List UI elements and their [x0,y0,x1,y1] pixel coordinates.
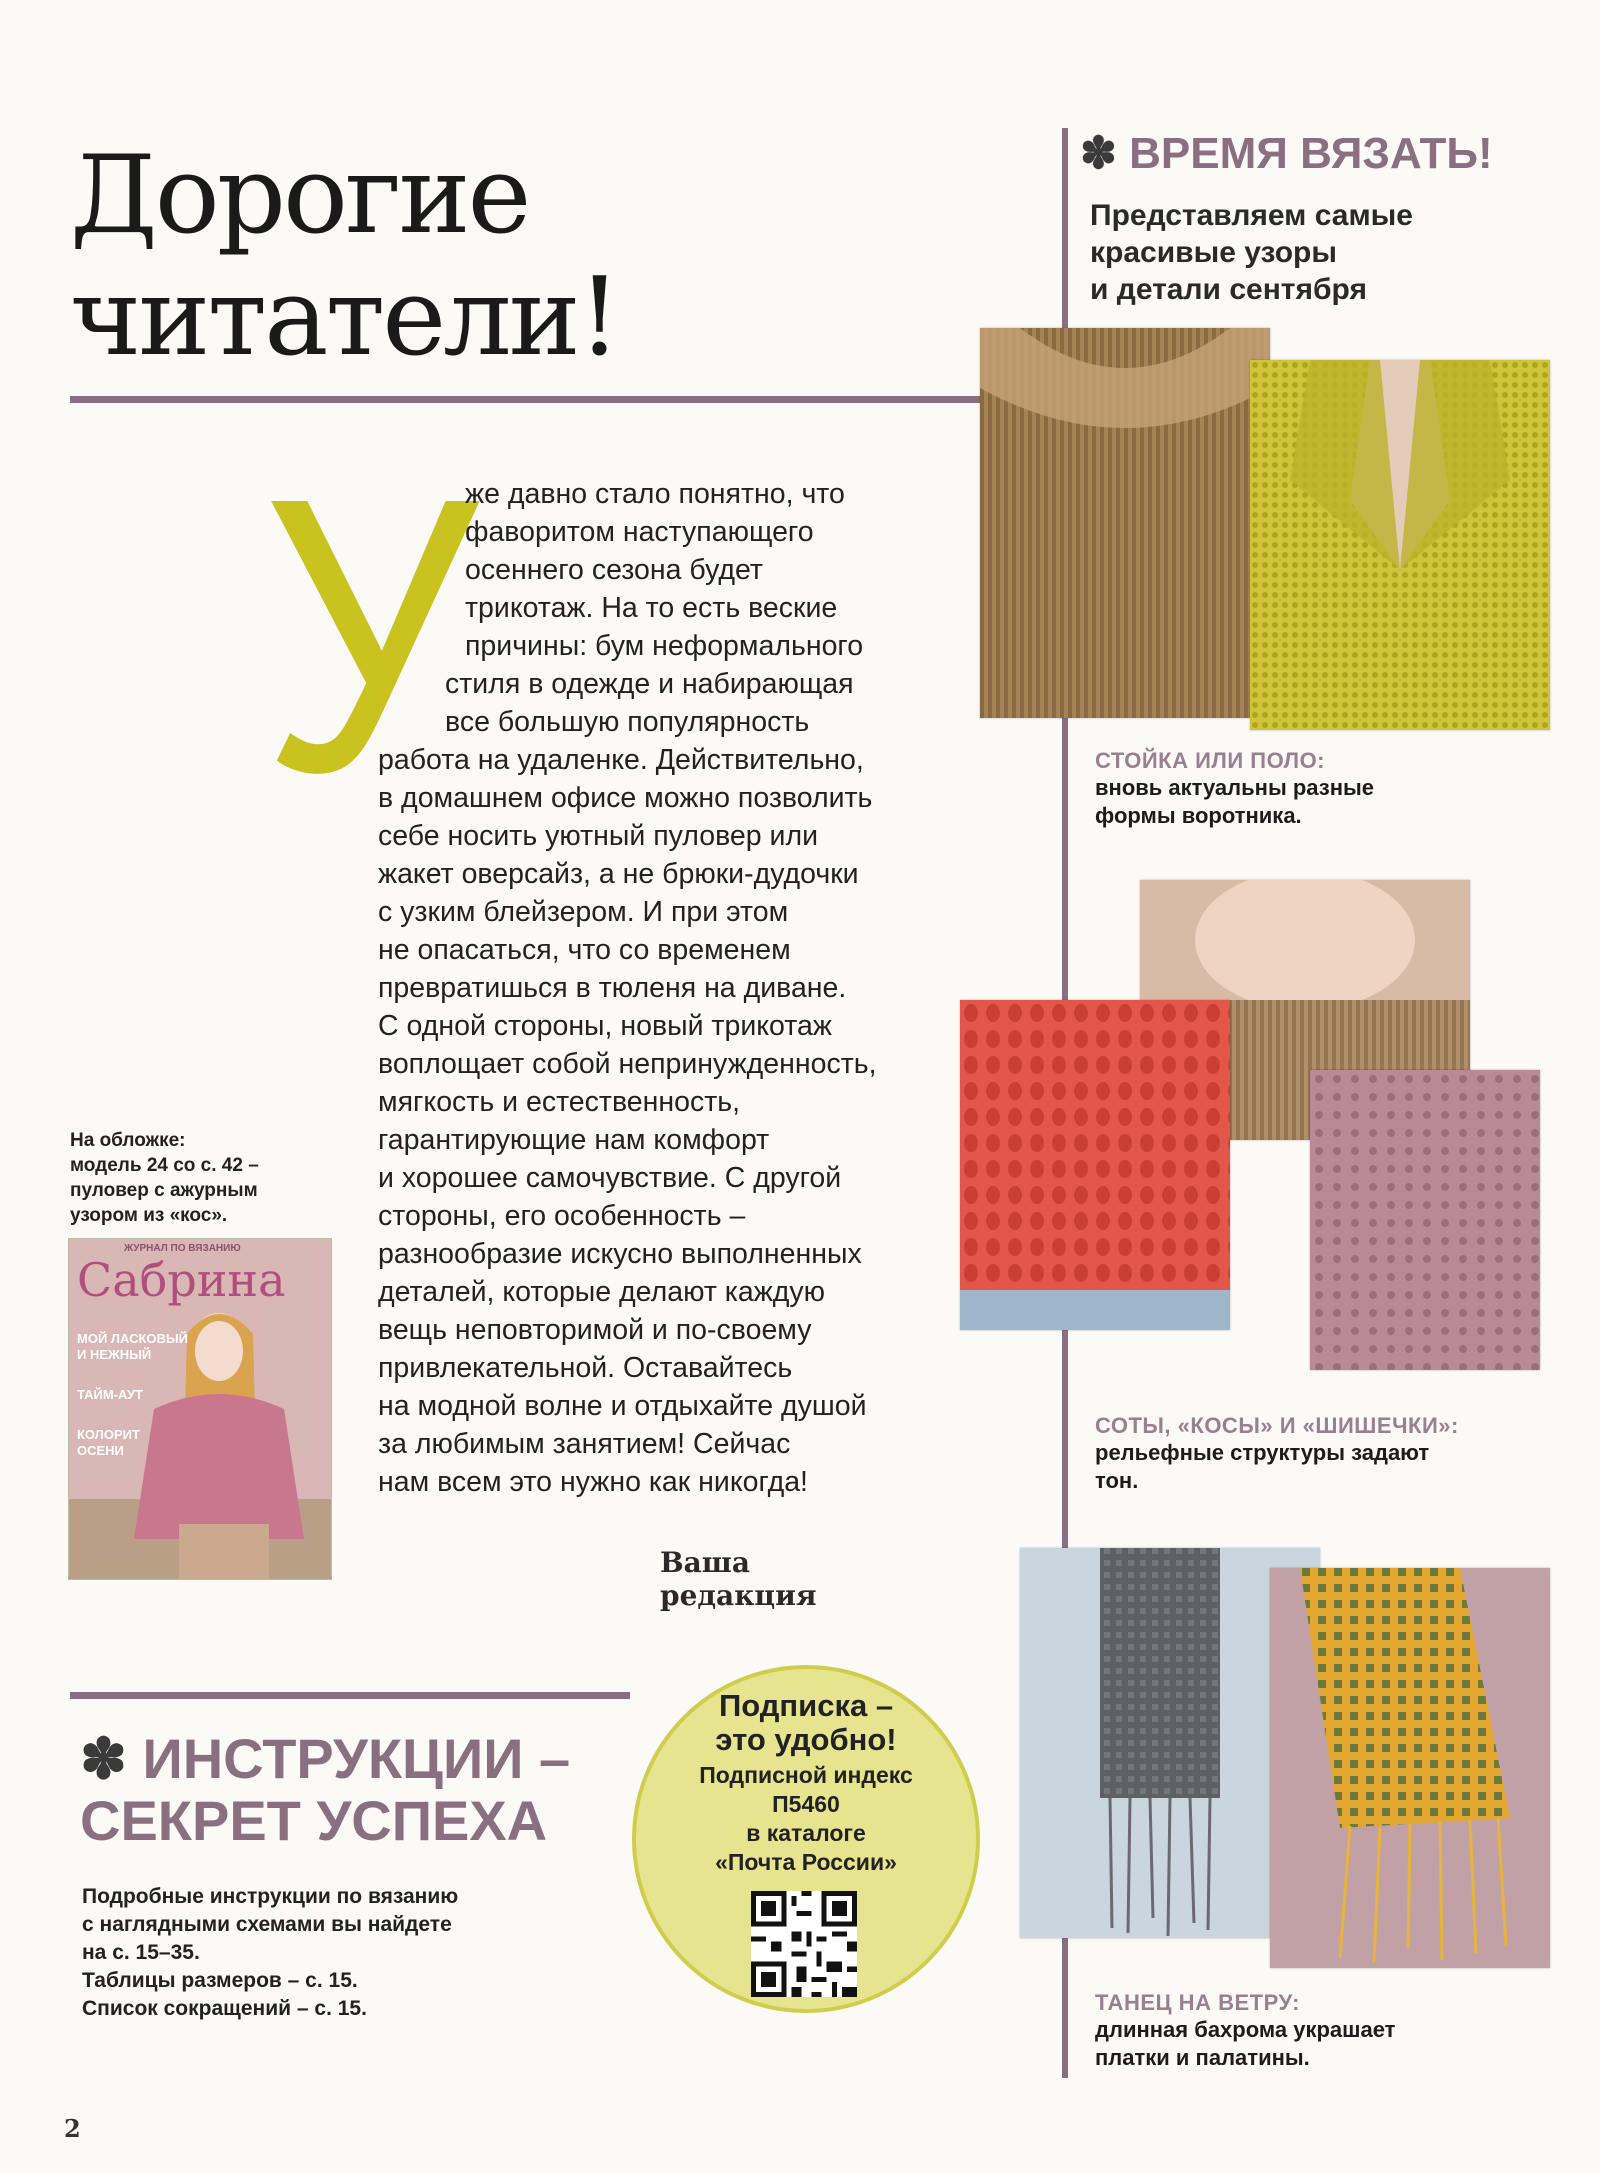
photo-yellow-scarf [1270,1568,1550,1968]
editorial-line: с узким блейзером. И при этом [378,896,789,928]
cover-caption-line: узором из «кос». [70,1205,228,1226]
instructions-heading-line-1: ИНСТРУКЦИИ – [142,1727,571,1790]
instructions-line: с наглядными схемами вы найдете [82,1913,452,1936]
right-section-subtitle [1090,197,1413,308]
subscription-line: Подписной индекс [699,1762,913,1788]
editorial-line: превратишься в тюленя на диване. [378,972,847,1004]
subscription-index: П5460 [772,1791,840,1817]
editorial-line: работа на удаленке. Действительно, [378,744,864,776]
cover-caption-line: модель 24 со с. 42 – [70,1155,259,1176]
cover-headline: И НЕЖНЫЙ [77,1347,152,1362]
instructions-heading-line-2: СЕКРЕТ УСПЕХА [80,1789,548,1852]
editorial-line: стороны, его особенность – [378,1200,746,1232]
right-section-title: ВРЕМЯ ВЯЗАТЬ! [1129,129,1493,178]
cover-small-label: ЖУРНАЛ ПО ВЯЗАНИЮ [124,1243,241,1254]
flower-icon: ✽ [1080,129,1117,178]
cover-caption-line: пуловер с ажурным [70,1180,258,1201]
editorial-line: деталей, которые делают каждую [378,1276,826,1308]
flower-icon: ✽ [80,1727,127,1790]
divider-top-left [70,396,1070,403]
editorial-line: жакет оверсайз, а не брюки-дудочки [378,858,859,890]
editorial-line: привлекательной. Оставайтесь [378,1352,793,1384]
editorial-line: фаворитом наступающего [465,516,814,548]
caption-line: вновь актуальны разные [1095,775,1375,800]
page-number: 2 [64,2114,81,2143]
cover-headline: ТАЙМ-АУТ [77,1387,143,1402]
drop-cap: У [262,417,478,854]
cover-headline: КОЛОРИТ [77,1427,140,1442]
editorial-line: нам всем это нужно как никогда! [378,1466,808,1498]
title-line-2: читатели! [70,255,619,380]
caption-line: формы воротника. [1095,803,1302,828]
photo-bobble-knit [1310,1070,1540,1370]
caption-textures [1095,1413,1459,1495]
cover-headlines [77,1331,188,1459]
instructions-text [82,1883,458,2023]
caption-line: тон. [1095,1468,1139,1493]
editorial-line: стиля в одежде и набирающая [445,668,854,700]
subscription-line: это удобно! [715,1722,897,1757]
editorial-line: осеннего сезона будет [465,554,763,586]
subscription-badge [632,1665,980,2013]
subscription-line: в каталоге [746,1820,866,1846]
cover-headline: ОСЕНИ [77,1443,124,1458]
editorial-line: себе носить уютный пуловер или [378,820,819,852]
photo-collar-left [980,328,1270,718]
subscription-line: «Почта России» [715,1849,897,1875]
caption-fringe [1095,1990,1395,2072]
editorial-line: причины: бум неформального [465,630,864,662]
page-title [70,135,618,379]
magazine-cover-image [68,1238,332,1580]
editorial-line: все большую популярность [445,706,810,738]
title-line-1: Дорогие [70,133,529,258]
caption-collars [1095,748,1374,830]
cover-magazine-title: Сабрина [77,1253,286,1307]
right-section-heading [1080,128,1493,179]
subscription-line: Подписка – [718,1688,894,1723]
subscription-headline [636,1689,976,1757]
signature: Ваша редакция [660,1546,817,1612]
subtitle-line: красивые узоры [1090,236,1337,269]
editorial-line: на модной волне и отдыхайте душой [378,1390,867,1422]
divider-instructions [70,1692,630,1699]
editorial-line: воплощает собой непринужденность, [378,1048,877,1080]
editorial-line: мягкость и естественность, [378,1086,741,1118]
qr-code-icon[interactable] [751,1891,857,1997]
instructions-line: Таблицы размеров – с. 15. [82,1969,358,1992]
cover-caption-line: На обложке: [70,1130,186,1151]
caption-line: рельефные структуры задают [1095,1440,1430,1465]
editorial-line: С одной стороны, новый трикотаж [378,1010,832,1042]
instructions-heading [80,1728,570,1852]
instructions-line: на с. 15–35. [82,1941,200,1964]
caption-heading: ТАНЕЦ НА ВЕТРУ: [1095,1990,1300,2015]
editorial-line: вещь неповторимой и по-своему [378,1314,812,1346]
instructions-line: Подробные инструкции по вязанию [82,1885,459,1908]
editorial-line: трикотаж. На то есть веские [465,592,838,624]
cover-caption [70,1128,259,1228]
caption-line: длинная бахрома украшает [1095,2017,1396,2042]
editorial-line: и хорошее самочувствие. С другой [378,1162,842,1194]
instructions-line: Список сокращений – с. 15. [82,1997,367,2020]
subtitle-line: и детали сентября [1090,273,1367,306]
cover-headline: МОЙ ЛАСКОВЫЙ [77,1331,188,1346]
editorial-line: за любимым занятием! Сейчас [378,1428,791,1460]
editorial-line: разнообразие искусно выполненных [378,1238,862,1270]
editorial-line: же давно стало понятно, что [465,478,845,510]
caption-heading: СТОЙКА ИЛИ ПОЛО: [1095,748,1326,773]
subscription-details [636,1761,976,1877]
caption-line: платки и палатины. [1095,2045,1310,2070]
subtitle-line: Представляем самые [1090,199,1413,232]
photo-honeycomb-knit [960,1000,1230,1330]
editorial-line: не опасаться, что со временем [378,934,791,966]
editorial-line: гарантирующие нам комфорт [378,1124,770,1156]
photo-collar-right [1250,360,1550,730]
editorial-line: в домашнем офисе можно позволить [378,782,873,814]
caption-heading: СОТЫ, «КОСЫ» И «ШИШЕЧКИ»: [1095,1413,1459,1438]
